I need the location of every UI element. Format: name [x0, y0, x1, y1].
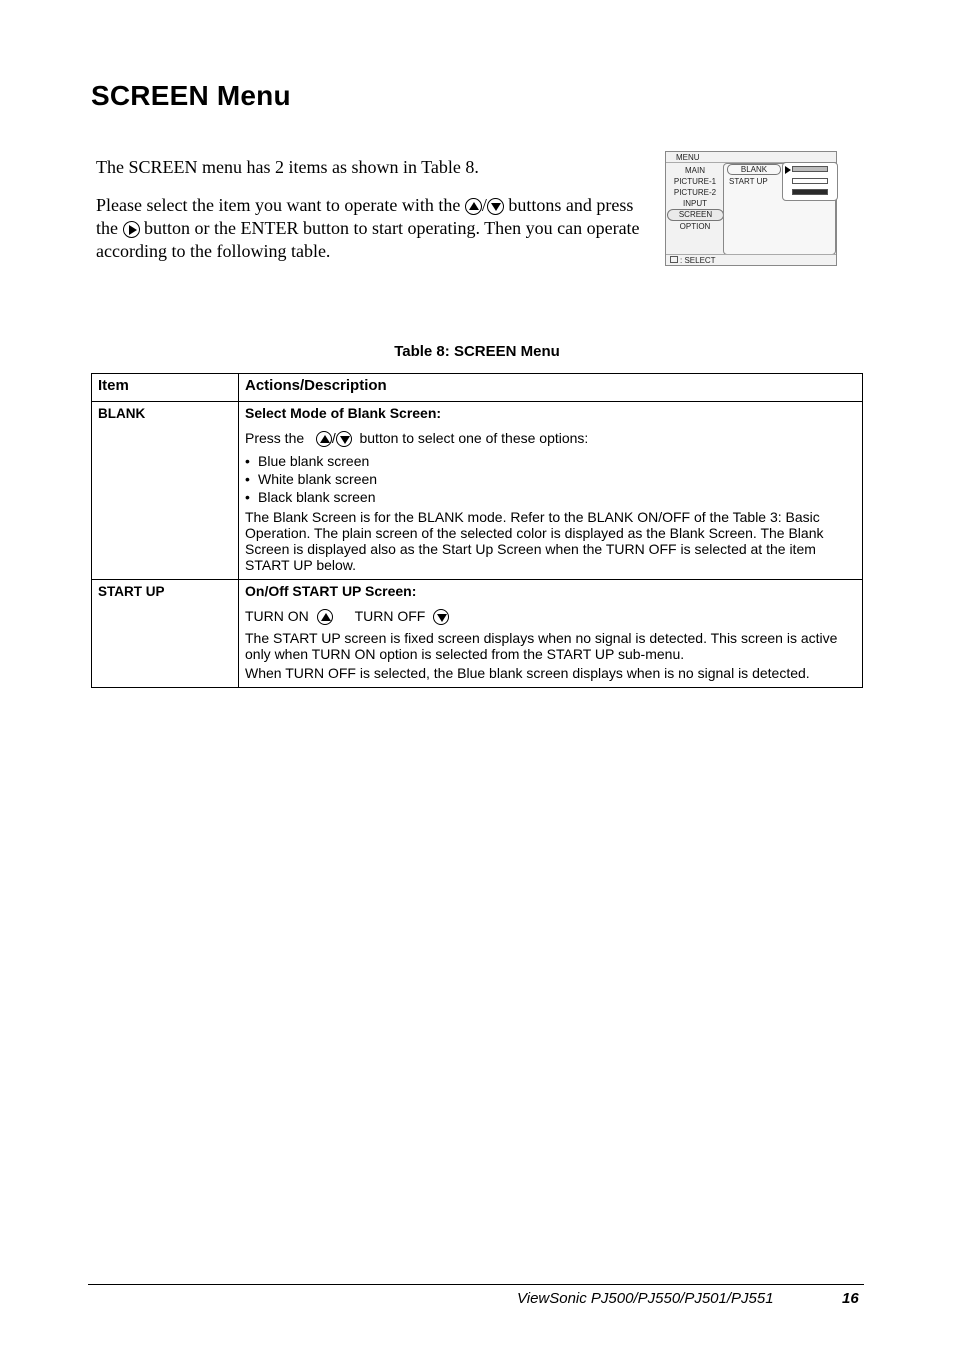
osd-main-item-selected: SCREEN: [667, 209, 724, 221]
column-header-item: Item: [92, 374, 239, 402]
blank-description: The Blank Screen is for the BLANK mode. Refer to the BLANK ON/OFF of the Table 3: Basic Operation. The plain screen of the selected color is displayed as the Blank Screen. The Blank Screen is displayed also as the Start Up Screen when the TURN OFF is selected at the item START UP below.: [245, 509, 824, 573]
screen-menu-osd-illustration: [665, 151, 837, 266]
intro-paragraph-1: The SCREEN menu has 2 items as shown in Table 8.: [96, 157, 479, 177]
osd-main-item: MAIN: [685, 166, 705, 175]
item-cell: [92, 580, 239, 688]
osd-footer: [666, 254, 836, 265]
osd-sub-item: START UP: [729, 177, 768, 186]
intro-text-b: buttons and press the: [96, 195, 634, 238]
intro-text-c: button or the ENTER button to start operating. Then you can operate according to the following table.: [96, 218, 640, 261]
column-header-description: Actions/Description: [239, 374, 863, 402]
description-cell: [239, 580, 863, 688]
slash: /: [481, 195, 487, 215]
osd-header-label: MENU: [676, 153, 700, 162]
page-number: 16: [842, 1290, 859, 1307]
osd-option-swatch: [792, 166, 828, 172]
up-button-icon: [317, 609, 333, 625]
item-name-startup: START UP: [98, 584, 165, 599]
osd-pointer-icon: [785, 166, 791, 174]
osd-directional-pad-icon: [670, 256, 678, 263]
down-button-icon: [487, 198, 504, 215]
item-cell: [92, 402, 239, 580]
list-item: • White blank screen: [245, 470, 856, 488]
right-button-icon: [123, 221, 140, 238]
intro-text-a: Please select the item you want to operate with the: [96, 195, 461, 215]
turn-on-label: TURN ON: [245, 608, 309, 624]
item-name-blank: BLANK: [98, 406, 146, 421]
turn-off-label: TURN OFF: [354, 608, 426, 624]
blank-press-line: [245, 430, 856, 447]
osd-main-item: INPUT: [683, 199, 707, 208]
list-item: • Black blank screen: [245, 488, 856, 506]
down-button-icon: [433, 609, 449, 625]
osd-footer-label: : SELECT: [680, 256, 716, 265]
startup-description-2: When TURN OFF is selected, the Blue blank screen displays when is no signal is detected.: [245, 665, 810, 681]
startup-toggle-line: [245, 608, 856, 625]
list-item: • Blue blank screen: [245, 452, 856, 470]
table-caption: Table 8: SCREEN Menu: [394, 343, 560, 360]
blank-heading: Select Mode of Blank Screen:: [245, 405, 442, 421]
footer-model: ViewSonic PJ500/PJ550/PJ501/PJ551: [517, 1290, 774, 1307]
page-title: SCREEN Menu: [91, 80, 291, 111]
intro-paragraph-2: [96, 194, 646, 263]
osd-main-item: OPTION: [679, 222, 711, 231]
up-button-icon: [465, 198, 482, 215]
blank-options-list: [245, 452, 856, 506]
osd-sub-item-selected: BLANK: [727, 164, 781, 175]
table-row: [92, 402, 863, 580]
startup-heading: On/Off START UP Screen:: [245, 583, 417, 599]
press-text-a: Press the: [245, 430, 305, 446]
screen-menu-table: [91, 373, 863, 688]
table-header-row: [92, 374, 863, 402]
osd-option-swatch: [792, 178, 828, 184]
down-button-icon: [336, 431, 352, 447]
osd-main-item: PICTURE-1: [673, 177, 717, 186]
up-button-icon: [316, 431, 332, 447]
slash: /: [331, 430, 336, 446]
press-text-b: button to select one of these options:: [359, 430, 589, 446]
intro-text: [96, 156, 646, 263]
table-row: [92, 580, 863, 688]
osd-main-item: PICTURE-2: [673, 188, 717, 197]
osd-option-swatch: [792, 189, 828, 195]
description-cell: [239, 402, 863, 580]
startup-description-1: The START UP screen is fixed screen displays when no signal is detected. This screen is active only when TURN ON option is selected from the START UP sub-menu.: [245, 630, 838, 662]
footer-rule: [88, 1284, 864, 1285]
osd-color-options: [782, 162, 838, 201]
